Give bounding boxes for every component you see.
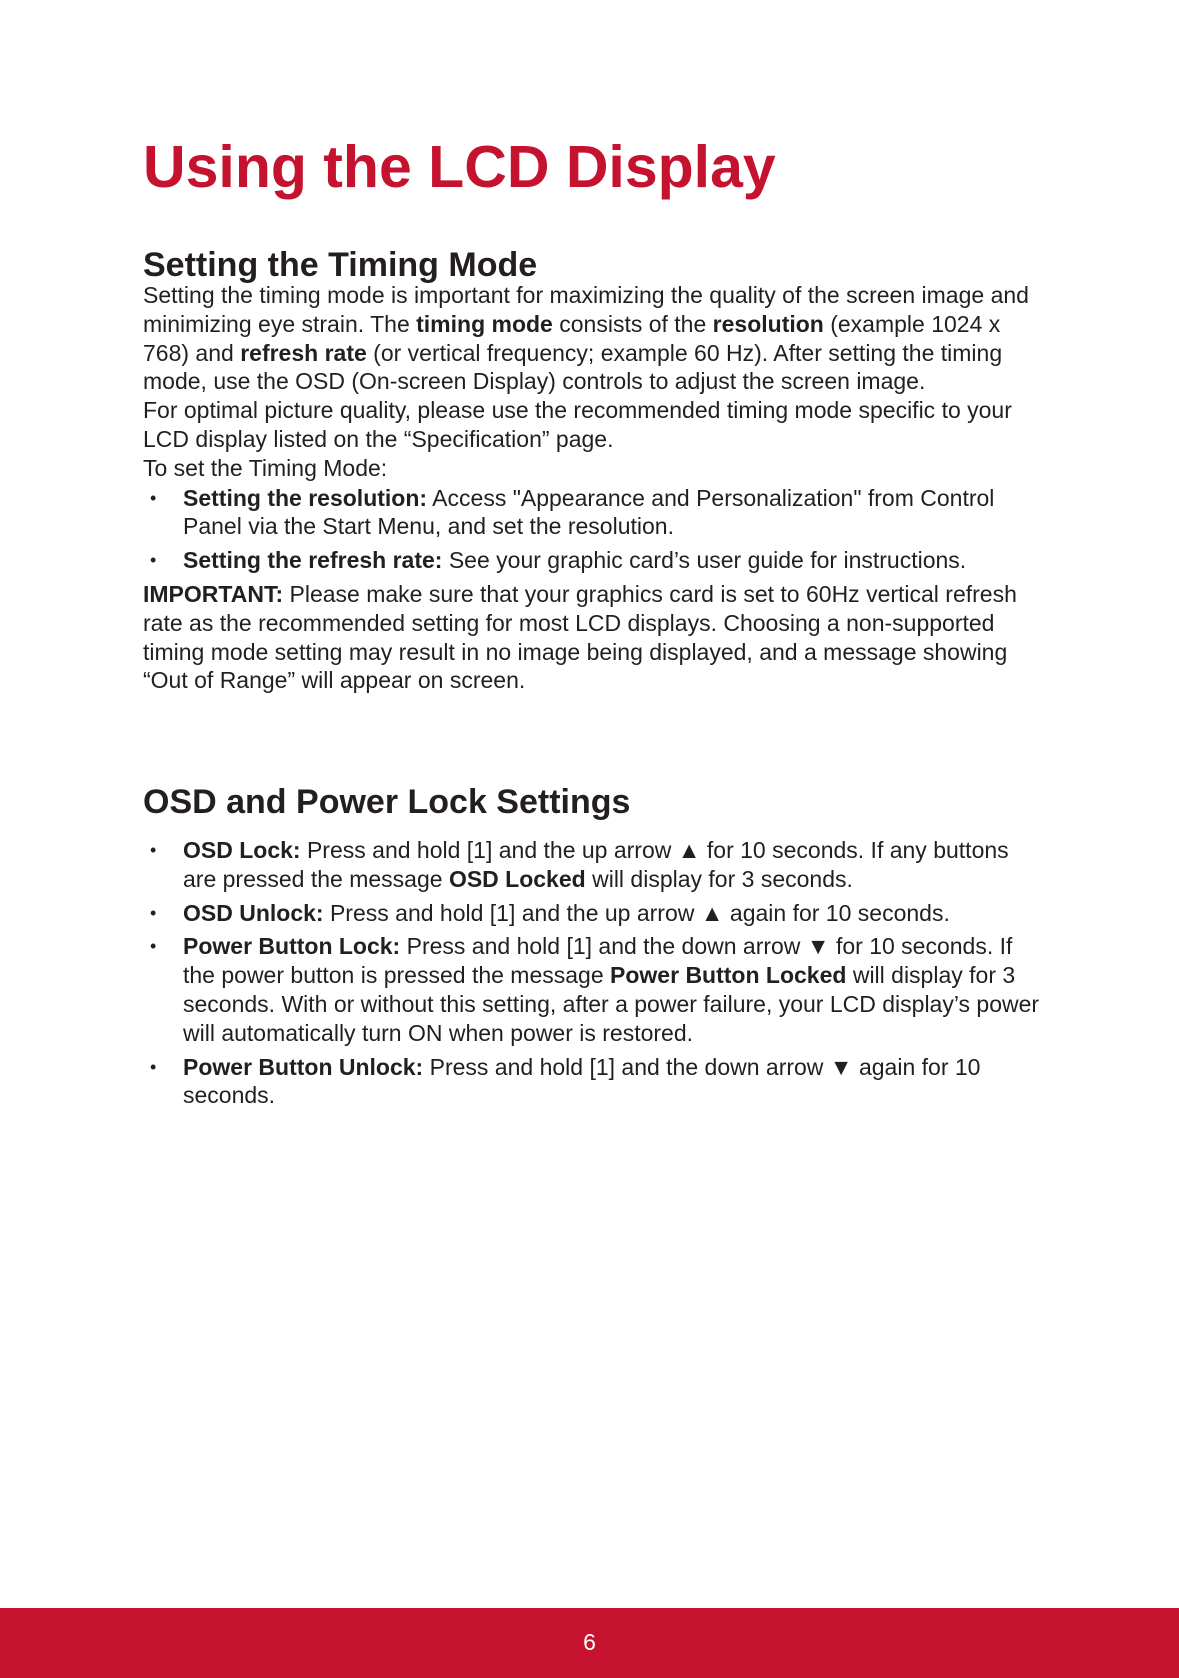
osd-lock-body: [143, 836, 1043, 1110]
bullet-icon: •: [150, 840, 157, 860]
list-item: [143, 484, 1043, 542]
bullet-icon: •: [150, 902, 157, 923]
footer-bar: [0, 1608, 1179, 1678]
list-item: [143, 836, 1043, 894]
list-item: [143, 1053, 1043, 1111]
optimal-quality-paragraph: For optimal picture quality, please use the recommended timing mode specific to your LCD display listed on the “Specification” page.: [143, 397, 1012, 452]
timing-mode-body: [143, 281, 1043, 695]
list-item-label: Power Button Unlock:: [183, 1053, 424, 1080]
message-power-button-locked: Power Button Locked: [610, 962, 847, 989]
page-title: Using the LCD Display: [143, 134, 776, 200]
list-item-text: will display for 3 seconds. With or without this setting, after a power failure, your LCD display’s power will automatically turn ON when power is restored.: [183, 962, 1040, 1046]
bullet-icon: •: [150, 1056, 157, 1077]
list-item-text: Press and hold [1] and the down arrow ▼ again for 10 seconds.: [183, 1053, 981, 1109]
bullet-icon: •: [150, 487, 157, 508]
list-item-text: Press and hold [1] and the up arrow ▲ for 10 seconds. If any buttons are pressed the message: [183, 837, 1009, 892]
important-paragraph: [143, 580, 1043, 695]
osd-lock-list: [143, 836, 1043, 1110]
list-item-label: Setting the refresh rate:: [183, 547, 443, 574]
message-osd-locked: OSD Locked: [448, 865, 586, 892]
timing-intro-paragraph: [143, 281, 1043, 396]
list-item-text: Access "Appearance and Personalization" from Control Panel via the Start Menu, and set the resolution.: [183, 484, 995, 540]
bold-term-timing-mode: timing mode: [416, 310, 553, 337]
list-item: [143, 932, 1043, 1047]
text-run: (example 1024 x 768) and: [143, 310, 1001, 366]
important-text: Please make sure that your graphics card is set to 60Hz vertical refresh rate as the recommended setting for most LCD displays. Choosing a non-supported timing mode setting may result in no image being displayed, and a message showing “Out of Range” will appear on screen.: [143, 580, 1017, 694]
list-item-label: Setting the resolution:: [183, 484, 428, 511]
section-heading-osd-power-lock: OSD and Power Lock Settings: [143, 783, 631, 821]
text-run: consists of the: [552, 310, 713, 337]
text-run: (or vertical frequency; example 60 Hz). After setting the timing mode, use the OSD (On-screen Display) controls to adjust the screen image.: [143, 339, 1003, 395]
list-item: [143, 546, 1043, 575]
list-item-text: will display for 3 seconds.: [585, 865, 853, 892]
to-set-paragraph: To set the Timing Mode:: [143, 454, 388, 481]
section-heading-timing-mode: Setting the Timing Mode: [143, 246, 538, 284]
list-item-label: OSD Lock:: [183, 837, 301, 863]
list-item-text: Press and hold [1] and the down arrow ▼ for 10 seconds. If the power button is pressed the message: [183, 933, 1013, 989]
timing-steps-list: [143, 484, 1043, 575]
text-run: Setting the timing mode is important for maximizing the quality of the screen image and minimizing eye strain. The: [143, 282, 1029, 337]
important-label: IMPORTANT:: [143, 580, 284, 607]
page-number: 6: [583, 1629, 596, 1655]
list-item-text: Press and hold [1] and the up arrow ▲ again for 10 seconds.: [323, 899, 950, 926]
list-item-label: Power Button Lock:: [183, 933, 401, 960]
list-item: [143, 899, 1043, 928]
list-item-text: See your graphic card’s user guide for instructions.: [442, 547, 967, 574]
bullet-icon: •: [150, 550, 157, 571]
bold-term-resolution: resolution: [712, 310, 824, 337]
bullet-icon: •: [150, 936, 157, 957]
bold-term-refresh-rate: refresh rate: [240, 339, 367, 366]
list-item-label: OSD Unlock:: [183, 899, 324, 926]
